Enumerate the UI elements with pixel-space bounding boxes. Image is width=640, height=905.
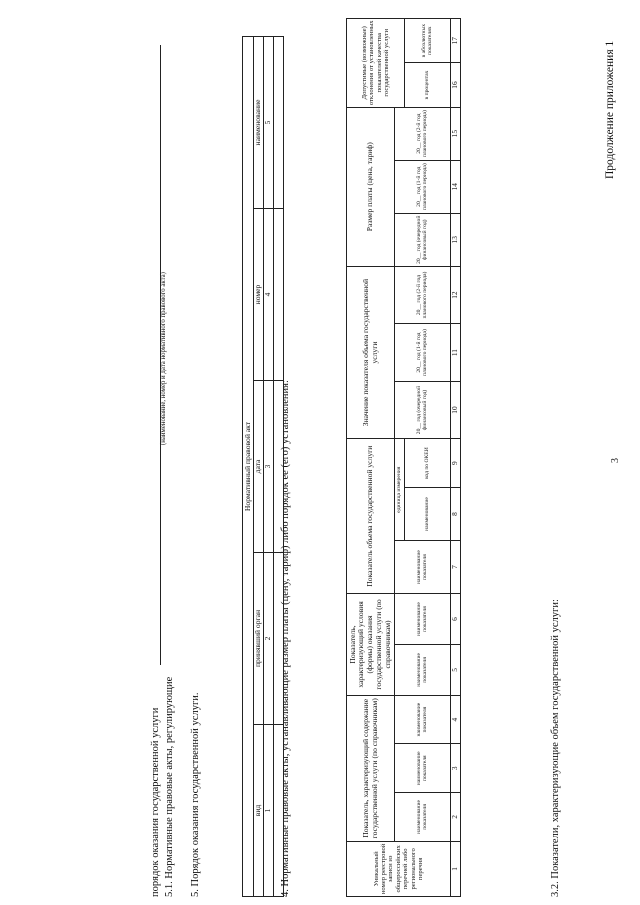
header-conditions-name-1: наименование показателя — [395, 644, 451, 695]
header-volume-name: наименование показателя — [395, 541, 451, 594]
header-fee: Размер платы (цена, тариф) — [347, 107, 395, 266]
header-okei: код по ОКЕИ — [405, 439, 451, 488]
header-conditions: Показатель, характеризующий условия (формы) оказания государственной услуги (по справочникам) — [347, 594, 395, 696]
header-fee-year-1: 20__ год (очередной финансовый год) — [395, 213, 451, 266]
header-unique-number: Уникальный номер реестровой записи из общероссийских перечней либо регионального перечня — [347, 841, 451, 896]
header-fee-year-2: 20__ год (1-й год планового периода) — [395, 160, 451, 213]
npa-num-2: 2 — [264, 553, 274, 725]
col-num-17: 17 — [451, 19, 461, 63]
header-percent: в процентах — [405, 63, 451, 107]
npa-table-header: Нормативный правовой акт — [243, 36, 254, 896]
npa-fill-caption: (наименование, номер и дата нормативного правового акта) — [160, 272, 167, 445]
col-num-15: 15 — [451, 107, 461, 160]
header-value-year-1: 20__ год (очередной финансовый год) — [395, 381, 451, 438]
npa-cell-empty — [274, 209, 284, 381]
col-num-8: 8 — [451, 487, 461, 540]
col-num-2: 2 — [451, 793, 461, 842]
header-fee-year-3: 20__ год (2-й год планового периода) — [395, 107, 451, 160]
header-unit-name: наименование — [405, 487, 451, 540]
npa-cell-empty — [274, 553, 284, 725]
header-unit: единица измерения — [395, 439, 405, 541]
npa-cell-empty — [274, 381, 284, 553]
col-num-13: 13 — [451, 213, 461, 266]
section-5-heading: 5. Порядок оказания государственной услуги. — [190, 692, 201, 897]
header-volume-value: Значение показателя объема государственной услуги — [347, 266, 395, 438]
section-3-2-heading: 3.2. Показатели, характеризующие объем государственной услуги: — [550, 599, 561, 897]
header-content-name-2: наименование показателя — [395, 744, 451, 793]
col-num-9: 9 — [451, 439, 461, 488]
section-5-1-line-1: 5.1. Нормативные правовые акты, регулирующие — [164, 676, 175, 897]
col-num-1: 1 — [451, 841, 461, 896]
col-num-3: 3 — [451, 744, 461, 793]
page-number: 3 — [610, 458, 621, 463]
npa-cell-empty — [274, 725, 284, 897]
npa-num-4: 4 — [264, 209, 274, 381]
col-num-16: 16 — [451, 63, 461, 107]
header-value-year-3: 20__ год (2-й год планового периода) — [395, 266, 451, 324]
section-5-1-line-2: порядок оказания государственной услуги — [150, 707, 161, 897]
section-4-heading: 4. Нормативные правовые акты, устанавливающие размер платы (цену, тариф) либо порядок ее (его) установления: — [280, 380, 291, 897]
npa-num-3: 3 — [264, 381, 274, 553]
column-number-row — [451, 19, 461, 897]
col-num-5: 5 — [451, 644, 461, 695]
header-content-name-1: наименование показателя — [395, 793, 451, 842]
npa-col-number: номер — [254, 209, 264, 381]
header-volume-indicator: Показатель объема государственной услуги — [347, 439, 395, 594]
col-num-4: 4 — [451, 695, 461, 744]
header-absolute: в абсолютных показателях — [405, 19, 451, 63]
col-num-7: 7 — [451, 541, 461, 594]
volume-table — [346, 18, 461, 897]
npa-num-5: 5 — [264, 36, 274, 208]
npa-col-title: наименование — [254, 36, 264, 208]
header-content-name-3: наименование показателя — [395, 695, 451, 744]
npa-col-kind: вид — [254, 725, 264, 897]
npa-cell-empty — [274, 36, 284, 208]
npa-num-1: 1 — [264, 725, 274, 897]
npa-col-authority: принявший орган — [254, 553, 264, 725]
npa-col-date: дата — [254, 381, 264, 553]
continuation-label: Продолжение приложения 1 — [604, 40, 616, 179]
header-value-year-2: 20__ год (1-й год планового периода) — [395, 324, 451, 381]
header-content: Показатель, характеризующий содержание государственной услуги (по справочникам) — [347, 695, 395, 841]
col-num-10: 10 — [451, 381, 461, 438]
col-num-6: 6 — [451, 594, 461, 645]
col-num-14: 14 — [451, 160, 461, 213]
npa-table — [242, 36, 284, 897]
header-conditions-name-2: наименование показателя — [395, 594, 451, 645]
col-num-11: 11 — [451, 324, 461, 381]
col-num-12: 12 — [451, 266, 461, 324]
header-deviation: Допустимые (возможные) отклонения от установленных показателей качества государственной услуги — [347, 19, 405, 108]
